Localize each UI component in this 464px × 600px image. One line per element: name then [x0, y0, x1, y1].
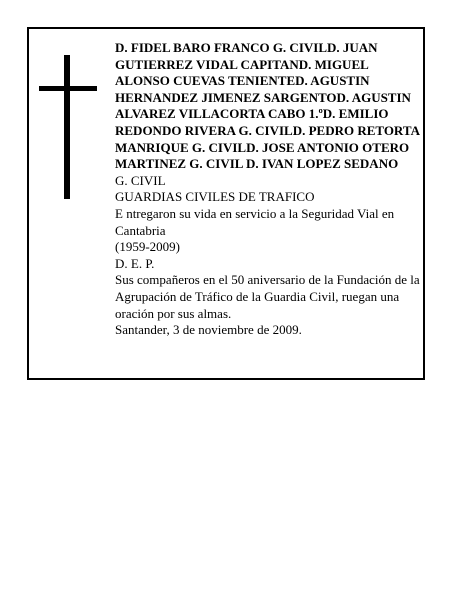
years-line: (1959-2009) — [115, 239, 180, 255]
dedication-line: E ntregaron su vida en servicio a la Seguridad Vial en Cantabria — [115, 205, 395, 238]
message-line: Sus compañeros en el 50 aniversario de la Fundación de la Agrupación de Tráfico de la Guardia Civil, ruegan una oración por sus almas. — [115, 272, 420, 321]
rank-line: G. CIVIL — [115, 172, 166, 188]
place-date-line: Santander, 3 de noviembre de 2009. — [115, 322, 302, 338]
notice-text — [115, 40, 423, 339]
cross-vertical-bar — [64, 55, 70, 199]
cross-horizontal-bar — [39, 86, 97, 91]
unit-line: GUARDIAS CIVILES DE TRAFICO — [115, 189, 315, 205]
rip-line: D. E. P. — [115, 255, 155, 271]
obituary-notice — [27, 27, 425, 380]
deceased-names: D. FIDEL BARO FRANCO G. CIVILD. JUAN GUTIERREZ VIDAL CAPITAND. MIGUEL ALONSO CUEVAS TENIENTED. AGUSTIN HERNANDEZ JIMENEZ SARGENTOD. AGUSTIN ALVAREZ VILLACORTA CABO 1.ºD. EMILIO REDONDO RIVERA G. CIVILD. PEDRO RETORTA MANRIQUE G. CIVILD. JOSE ANTONIO OTERO MARTINEZ G. CIVIL D. IVAN LOPEZ SEDANO — [115, 40, 420, 172]
cross-icon — [39, 55, 97, 199]
